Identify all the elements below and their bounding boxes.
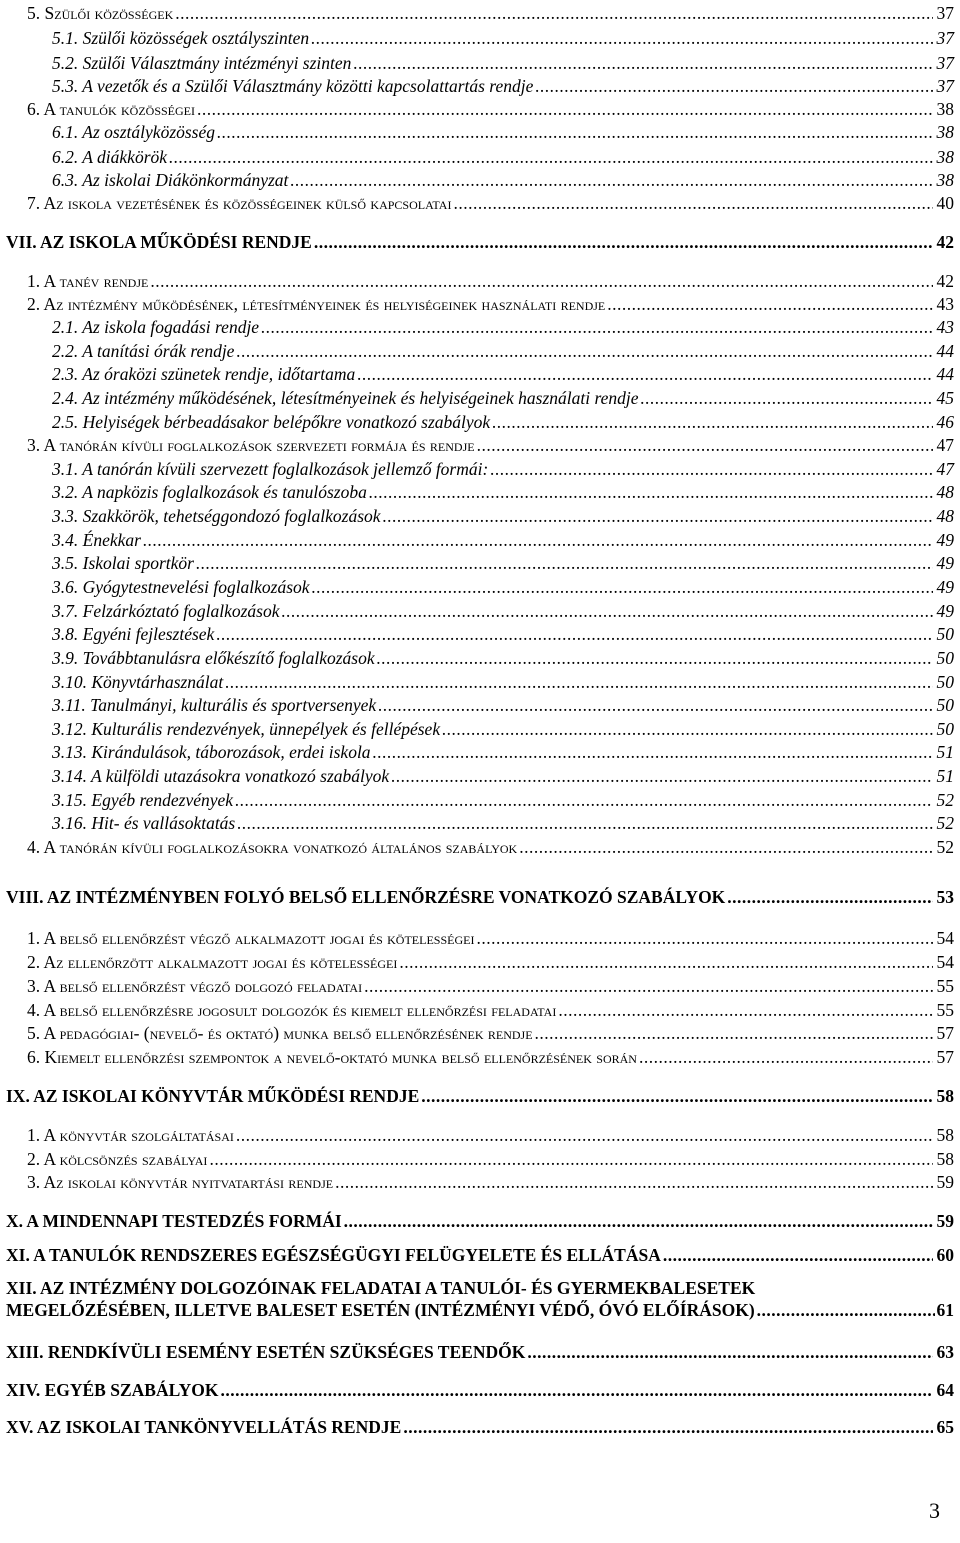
toc-entry xyxy=(52,458,954,480)
toc-entry xyxy=(52,741,954,763)
toc-entry-page: 44 xyxy=(936,341,954,361)
dot-leader xyxy=(727,886,932,908)
toc-entry-page: 52 xyxy=(936,837,954,857)
dot-leader xyxy=(476,927,932,949)
toc-entry-title: 1. A belső ellenőrzést végző alkalmazott jogai és kötelességei xyxy=(27,928,475,948)
dot-leader xyxy=(378,694,932,716)
toc-entry-page: 43 xyxy=(936,294,954,314)
toc-entry xyxy=(27,836,954,858)
toc-entry-page: 61 xyxy=(936,1300,954,1320)
toc-entry-title: 2.4. Az intézmény működésének, létesítményeinek és helyiségeinek használati rendje xyxy=(52,388,639,408)
dot-leader xyxy=(175,2,932,24)
toc-entry xyxy=(52,146,954,168)
toc-entry-page: 52 xyxy=(936,813,954,833)
toc-entry-title: 2. A kölcsönzés szabályai xyxy=(27,1149,208,1169)
dot-leader xyxy=(150,270,932,292)
toc-entry-title: 6.2. A diákkörök xyxy=(52,147,168,167)
toc-entry-page: 47 xyxy=(936,459,954,479)
dot-leader xyxy=(535,1022,933,1044)
toc-entry-title: VIII. AZ INTÉZMÉNYBEN FOLYÓ BELSŐ ELLENŐRZÉSRE VONATKOZÓ SZABÁLYOK xyxy=(6,887,726,907)
dot-leader xyxy=(357,363,932,385)
dot-leader xyxy=(353,52,932,74)
toc-entry xyxy=(27,1171,954,1193)
toc-entry xyxy=(27,975,954,997)
toc-entry-page: 38 xyxy=(936,170,954,190)
toc-entry-page: 59 xyxy=(936,1172,954,1192)
toc-entry xyxy=(27,2,954,24)
toc-entry-title: 3. A belső ellenőrzést végző dolgozó feladatai xyxy=(27,976,363,996)
toc-entry-title: 6.1. Az osztályközösség xyxy=(52,122,216,142)
dot-leader xyxy=(312,576,933,598)
toc-entry xyxy=(27,999,954,1021)
toc-entry-page: 55 xyxy=(936,1000,954,1020)
toc-entry xyxy=(27,1148,954,1170)
dot-leader xyxy=(639,1046,933,1068)
toc-entry xyxy=(52,576,954,598)
toc-entry-title: 4. A tanórán kívüli foglalkozásokra vonatkozó általános szabályok xyxy=(27,837,518,857)
toc-entry-title: 6. Kiemelt ellenőrzési szempontok a nevelő-oktató munka belső ellenőrzésének során xyxy=(27,1047,637,1067)
toc-entry-page: 57 xyxy=(936,1047,954,1067)
toc-entry-title: XI. A TANULÓK RENDSZERES EGÉSZSÉGÜGYI FELÜGYELETE ÉS ELLÁTÁSA xyxy=(6,1245,661,1265)
toc-entry-title: 5. Szülői közösségek xyxy=(27,3,174,23)
toc-entry-page: 58 xyxy=(936,1086,954,1106)
toc-entry xyxy=(52,765,954,787)
toc-entry-title: 2. Az ellenőrzött alkalmazott jogai és kötelességei xyxy=(27,952,398,972)
toc-entry-title: VII. AZ ISKOLA MŰKÖDÉSI RENDJE xyxy=(6,232,312,252)
toc-entry-chapter xyxy=(6,1341,954,1363)
toc-entry xyxy=(52,529,954,551)
toc-entry-title: 1. A könyvtár szolgáltatásai xyxy=(27,1125,234,1145)
toc-entry xyxy=(27,951,954,973)
dot-leader xyxy=(383,505,933,527)
toc-entry-page: 45 xyxy=(936,388,954,408)
toc-entry-title: 5.2. Szülői Választmány intézményi szinten xyxy=(52,53,352,73)
toc-entry xyxy=(52,387,954,409)
dot-leader xyxy=(196,552,933,574)
dot-leader xyxy=(235,789,932,811)
toc-entry xyxy=(52,694,954,716)
toc-entry-title: 3.5. Iskolai sportkör xyxy=(52,553,194,573)
toc-entry xyxy=(52,316,954,338)
toc-entry-title: 3.13. Kirándulások, táborozások, erdei iskola xyxy=(52,742,371,762)
dot-leader xyxy=(391,765,932,787)
toc-entry xyxy=(52,75,954,97)
dot-leader xyxy=(442,718,932,740)
dot-leader xyxy=(290,169,932,191)
dot-leader xyxy=(197,98,933,120)
dot-leader xyxy=(607,293,932,315)
toc-entry-page: 46 xyxy=(936,412,954,432)
toc-entry xyxy=(52,552,954,574)
dot-leader xyxy=(236,340,932,362)
toc-entry-title: 3.8. Egyéni fejlesztések xyxy=(52,624,215,644)
toc-entry-title: 2.3. Az óraközi szünetek rendje, időtartama xyxy=(52,364,356,384)
toc-entry-title-line1: XII. AZ INTÉZMÉNY DOLGOZÓINAK FELADATAI A TANULÓI- ÉS GYERMEKBALESETEK xyxy=(6,1278,756,1298)
toc-entry-page: 63 xyxy=(936,1342,954,1362)
toc-entry xyxy=(52,481,954,503)
toc-entry-title: 2.5. Helyiségek bérbeadásakor belépőkre vonatkozó szabályok xyxy=(52,412,491,432)
toc-entry-page: 37 xyxy=(936,76,954,96)
toc-entry-title: IX. AZ ISKOLAI KÖNYVTÁR MŰKÖDÉSI RENDJE xyxy=(6,1086,420,1106)
toc-entry-page: 42 xyxy=(936,271,954,291)
toc-entry-title: XIV. EGYÉB SZABÁLYOK xyxy=(6,1380,219,1400)
toc-entry-title: 3.9. Továbbtanulásra előkészítő foglalkozások xyxy=(52,648,375,668)
dot-leader xyxy=(399,951,932,973)
toc-entry-title: 3.16. Hit- és vallásoktatás xyxy=(52,813,236,833)
dot-leader xyxy=(490,458,932,480)
toc-entry-title: 2. Az intézmény működésének, létesítményeinek és helyiségeinek használati rendje xyxy=(27,294,606,314)
toc-entry-page: 38 xyxy=(936,99,954,119)
toc-entry-chapter-xii xyxy=(6,1277,954,1321)
dot-leader xyxy=(558,999,932,1021)
dot-leader xyxy=(421,1085,932,1107)
toc-entry-page: 49 xyxy=(936,530,954,550)
toc-entry-page: 49 xyxy=(936,553,954,573)
dot-leader xyxy=(169,146,932,168)
dot-leader xyxy=(519,836,932,858)
dot-leader xyxy=(403,1416,932,1438)
toc-entry xyxy=(27,293,954,315)
dot-leader xyxy=(335,1171,932,1193)
toc-entry-page: 54 xyxy=(936,928,954,948)
toc-entry xyxy=(52,623,954,645)
toc-entry-page: 37 xyxy=(936,3,954,23)
toc-entry xyxy=(27,1022,954,1044)
dot-leader xyxy=(261,316,932,338)
toc-entry-title: 6.3. Az iskolai Diákönkormányzat xyxy=(52,170,289,190)
toc-entry-title: 3.4. Énekkar xyxy=(52,530,141,550)
toc-entry xyxy=(52,169,954,191)
toc-entry xyxy=(27,98,954,120)
toc-entry-title: X. A MINDENNAPI TESTEDZÉS FORMÁI xyxy=(6,1211,342,1231)
toc-entry-title: 3.2. A napközis foglalkozások és tanulószoba xyxy=(52,482,367,502)
dot-leader xyxy=(311,27,932,49)
dot-leader xyxy=(216,623,932,645)
toc-entry-chapter xyxy=(6,1379,954,1401)
toc-entry-title: 7. Az iskola vezetésének és közösségeinek külső kapcsolatai xyxy=(27,193,452,213)
dot-leader xyxy=(527,1341,932,1363)
toc-entry xyxy=(27,1046,954,1068)
toc-entry-page: 65 xyxy=(936,1417,954,1437)
toc-entry-page: 50 xyxy=(936,672,954,692)
dot-leader xyxy=(364,975,932,997)
toc-entry-chapter xyxy=(6,1085,954,1107)
toc-entry-page: 51 xyxy=(936,766,954,786)
toc-entry xyxy=(52,52,954,74)
toc-entry-page: 60 xyxy=(936,1245,954,1265)
toc-entry-title: 6. A tanulók közösségei xyxy=(27,99,195,119)
dot-leader xyxy=(236,1124,933,1146)
dot-leader xyxy=(221,1379,933,1401)
dot-leader xyxy=(641,387,933,409)
toc-entry-page: 49 xyxy=(936,601,954,621)
toc-entry xyxy=(52,812,954,834)
toc-entry-page: 49 xyxy=(936,577,954,597)
toc-entry-page: 54 xyxy=(936,952,954,972)
toc-entry-chapter xyxy=(6,886,954,908)
toc-entry-page: 51 xyxy=(936,742,954,762)
toc-entry-page: 50 xyxy=(936,719,954,739)
toc-entry-page: 42 xyxy=(936,232,954,252)
toc-entry-page: 40 xyxy=(936,193,954,213)
toc-entry-page: 44 xyxy=(936,364,954,384)
toc-entry-page: 58 xyxy=(936,1125,954,1145)
toc-entry-page: 59 xyxy=(936,1211,954,1231)
toc-entry-title: 3.10. Könyvtárhasználat xyxy=(52,672,224,692)
toc-entry-page: 48 xyxy=(936,506,954,526)
toc-entry xyxy=(27,270,954,292)
toc-entry-title: 3.11. Tanulmányi, kulturális és sportversenyek xyxy=(52,695,377,715)
toc-entry xyxy=(52,27,954,49)
dot-leader xyxy=(663,1244,933,1266)
toc-entry-chapter xyxy=(6,1244,954,1266)
toc-entry-page: 43 xyxy=(936,317,954,337)
dot-leader xyxy=(209,1148,932,1170)
toc-entry xyxy=(52,505,954,527)
dot-leader xyxy=(492,411,932,433)
toc-entry xyxy=(27,1124,954,1146)
toc-entry-page: 50 xyxy=(936,648,954,668)
toc-entry-title: 3.6. Gyógytestnevelési foglalkozások xyxy=(52,577,310,597)
toc-entry-page: 37 xyxy=(936,53,954,73)
toc-entry-title: 2.1. Az iskola fogadási rendje xyxy=(52,317,260,337)
toc-entry-title: 3.7. Felzárkóztató foglalkozások xyxy=(52,601,280,621)
toc-entry xyxy=(52,121,954,143)
toc-entry-title: XIII. RENDKÍVÜLI ESEMÉNY ESETÉN SZÜKSÉGES TEENDŐK xyxy=(6,1342,526,1362)
toc-entry-title: 3.14. A külföldi utazásokra vonatkozó szabályok xyxy=(52,766,390,786)
dot-leader xyxy=(217,121,932,143)
dot-leader xyxy=(281,600,932,622)
toc-entry-page: 37 xyxy=(936,28,954,48)
dot-leader xyxy=(344,1210,933,1232)
toc-entry-page: 52 xyxy=(936,790,954,810)
dot-leader xyxy=(757,1299,935,1321)
toc-entry-page: 64 xyxy=(936,1380,954,1400)
toc-entry-title: 3.15. Egyéb rendezvények xyxy=(52,790,234,810)
dot-leader xyxy=(535,75,932,97)
toc-entry-page: 47 xyxy=(936,435,954,455)
dot-leader xyxy=(369,481,933,503)
toc-entry xyxy=(52,340,954,362)
toc-entry-page: 53 xyxy=(936,887,954,907)
toc-entry-page: 50 xyxy=(936,624,954,644)
toc-entry-title: 3. Az iskolai könyvtár nyitvatartási rendje xyxy=(27,1172,334,1192)
toc-entry-title: 5.1. Szülői közösségek osztályszinten xyxy=(52,28,310,48)
toc-entry-title: 5.3. A vezetők és a Szülői Választmány közötti kapcsolattartás rendje xyxy=(52,76,534,96)
toc-entry-chapter xyxy=(6,1210,954,1232)
toc-entry xyxy=(27,192,954,214)
toc-entry-title: 2.2. A tanítási órák rendje xyxy=(52,341,235,361)
toc-entry-title: 3.1. A tanórán kívüli szervezett foglalkozások jellemző formái: xyxy=(52,459,489,479)
toc-entry-page: 38 xyxy=(936,122,954,142)
dot-leader xyxy=(225,671,932,693)
toc-entry xyxy=(52,411,954,433)
page-number: 3 xyxy=(929,1498,940,1523)
toc-entry-page: 38 xyxy=(936,147,954,167)
toc-entry-chapter xyxy=(6,231,954,253)
toc-entry-page: 58 xyxy=(936,1149,954,1169)
toc-entry-chapter xyxy=(6,1416,954,1438)
toc-entry xyxy=(52,600,954,622)
toc-entry-title-line2: MEGELŐZÉSÉBEN, ILLETVE BALESET ESETÉN (INTÉZMÉNYI VÉDŐ, ÓVÓ ELŐÍRÁSOK) xyxy=(6,1300,755,1320)
toc-entry-title: 1. A tanév rendje xyxy=(27,271,149,291)
toc-entry xyxy=(52,718,954,740)
toc-entry-page: 57 xyxy=(936,1023,954,1043)
toc-entry-title: 4. A belső ellenőrzésre jogosult dolgozók és kiemelt ellenőrzési feladatai xyxy=(27,1000,557,1020)
toc-entry-title: 3. A tanórán kívüli foglalkozások szervezeti formája és rendje xyxy=(27,435,475,455)
toc-entry xyxy=(52,647,954,669)
dot-leader xyxy=(477,434,933,456)
toc-entry-page: 50 xyxy=(936,695,954,715)
toc-entry xyxy=(52,789,954,811)
toc-entry-title: 5. A pedagógiai- (nevelő- és oktató) munka belső ellenőrzésének rendje xyxy=(27,1023,533,1043)
toc-entry-page: 55 xyxy=(936,976,954,996)
dot-leader xyxy=(377,647,933,669)
dot-leader xyxy=(143,529,933,551)
toc-entry-title: 3.12. Kulturális rendezvények, ünnepélyek és fellépések xyxy=(52,719,441,739)
toc-entry xyxy=(27,434,954,456)
toc-entry-title: 3.3. Szakkörök, tehetséggondozó foglalkozások xyxy=(52,506,381,526)
toc-entry xyxy=(27,927,954,949)
dot-leader xyxy=(314,231,933,253)
dot-leader xyxy=(373,741,933,763)
dot-leader xyxy=(237,812,932,834)
toc-entry-page: 48 xyxy=(936,482,954,502)
toc-entry xyxy=(52,671,954,693)
toc-entry xyxy=(52,363,954,385)
dot-leader xyxy=(453,192,932,214)
toc-entry-title: XV. AZ ISKOLAI TANKÖNYVELLÁTÁS RENDJE xyxy=(6,1417,402,1437)
